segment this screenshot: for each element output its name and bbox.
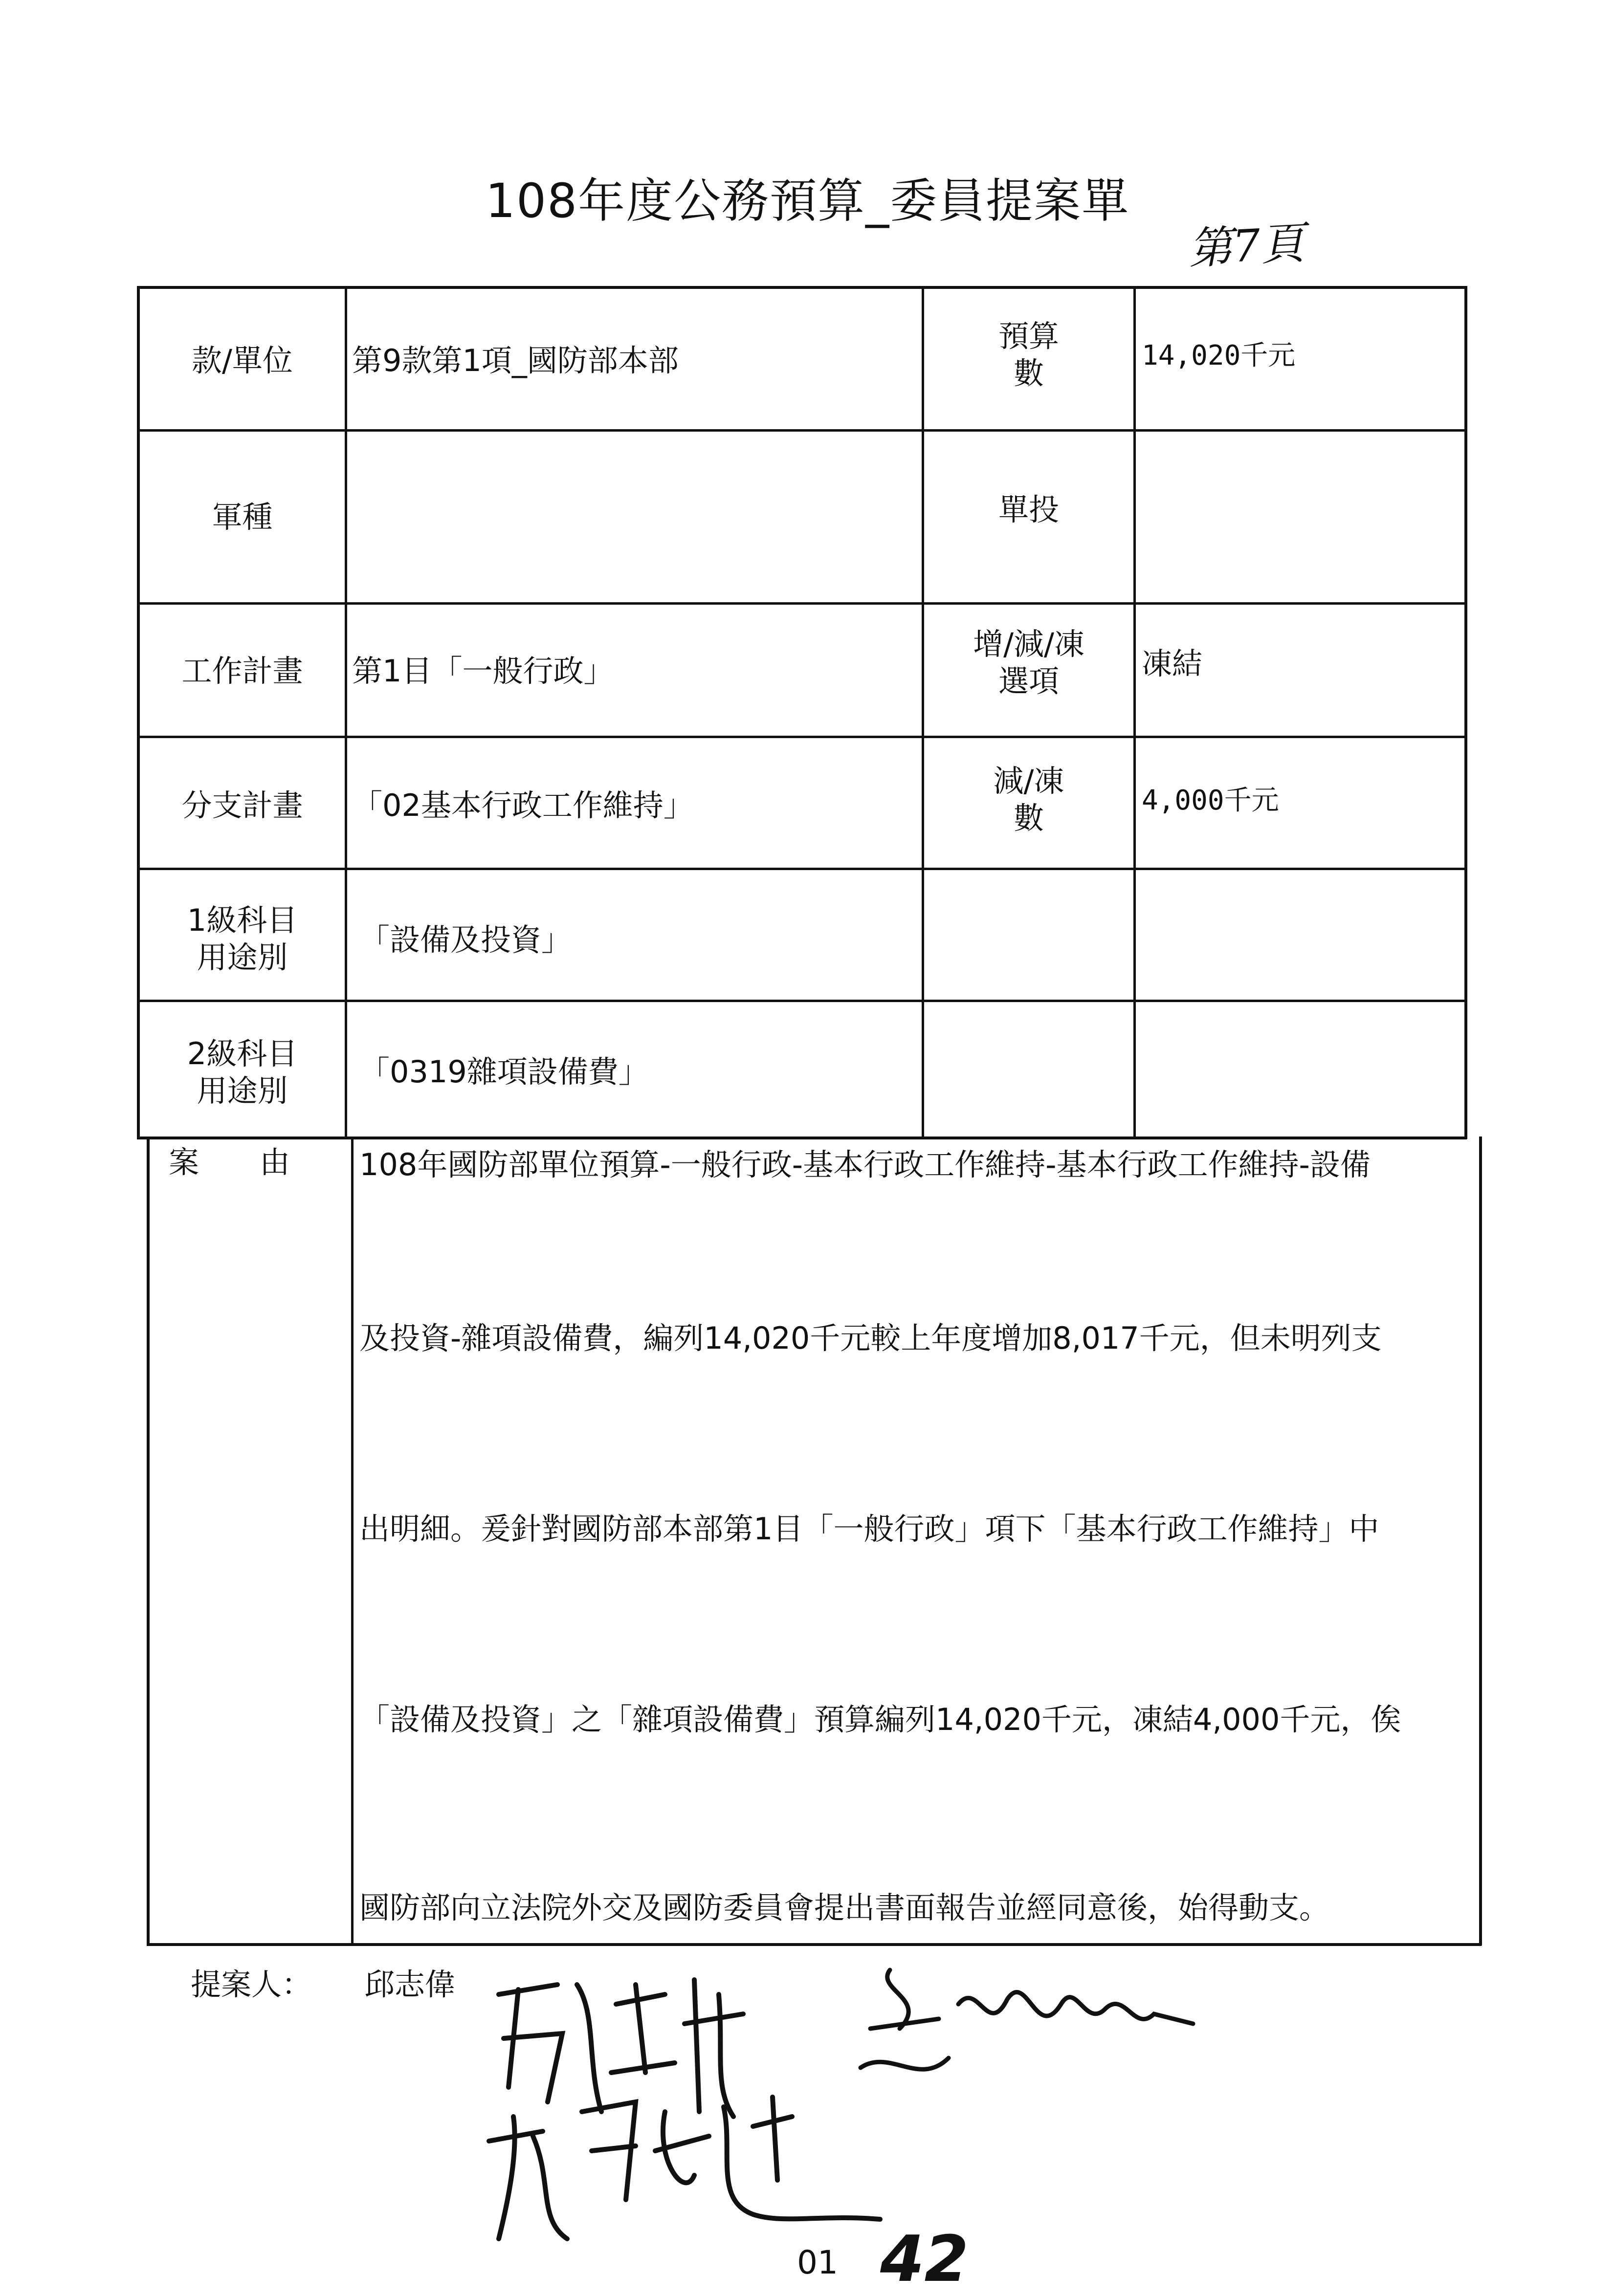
budget-amount-label: 預算 數 [998, 318, 1059, 391]
unit-label: 款/單位 [192, 343, 293, 378]
work-plan-label: 工作計畫 [181, 653, 303, 689]
reason-line-3: 出明細。爰針對國防部本部第1目「一般行政」項下「基本行政工作維持」中 [359, 1511, 1379, 1547]
reason-line-1: 108年國防部單位預算-一般行政-基本行政工作維持-基本行政工作維持-設備 [359, 1147, 1371, 1182]
document-title: 108年度公務預算_委員提案單 [485, 174, 1130, 228]
level2-subject-label: 2級科目 用途別 [187, 1036, 298, 1109]
signature-3 [479, 2053, 919, 2258]
option-label: 增/減/凍 選項 [973, 626, 1084, 699]
level2-subject-value: 「0319雜項設備費」 [359, 1054, 649, 1090]
reduce-freeze-amount-value: 4,000千元 [1142, 785, 1279, 816]
handwritten-number: 42 [880, 2222, 969, 2296]
reduce-freeze-amount-label: 減/凍 數 [993, 763, 1064, 836]
reason-line-5: 國防部向立法院外交及國防委員會提出書面報告並經同意後，始得動支。 [359, 1890, 1330, 1925]
military-branch-label: 軍種 [212, 499, 273, 535]
proposer-name: 邱志偉 [364, 1967, 456, 2002]
reason-line-4: 「設備及投資」之「雜項設備費」預算編列14,020千元，凍結4,000千元，俟 [359, 1702, 1401, 1737]
handwritten-page-note: 第7頁 [1187, 217, 1306, 275]
level1-subject-label: 1級科目 用途別 [187, 902, 298, 975]
branch-plan-label: 分支計畫 [181, 787, 303, 823]
budget-amount-value: 14,020千元 [1142, 340, 1296, 372]
investment-label: 單投 [998, 492, 1059, 527]
reason-line-2: 及投資-雜項設備費，編列14,020千元較上年度增加8,017千元，但未明列支 [359, 1320, 1382, 1356]
branch-plan-value: 「02基本行政工作維持」 [352, 787, 694, 823]
option-value: 凍結 [1142, 646, 1203, 681]
page-number: 01 [797, 2244, 838, 2281]
level1-subject-value: 「設備及投資」 [359, 922, 572, 958]
work-plan-value: 第1目「一般行政」 [352, 653, 614, 689]
unit-value: 第9款第1項_國防部本部 [352, 343, 679, 378]
proposer-label: 提案人： [191, 1967, 312, 2002]
reason-label: 案 由 [169, 1144, 290, 1180]
